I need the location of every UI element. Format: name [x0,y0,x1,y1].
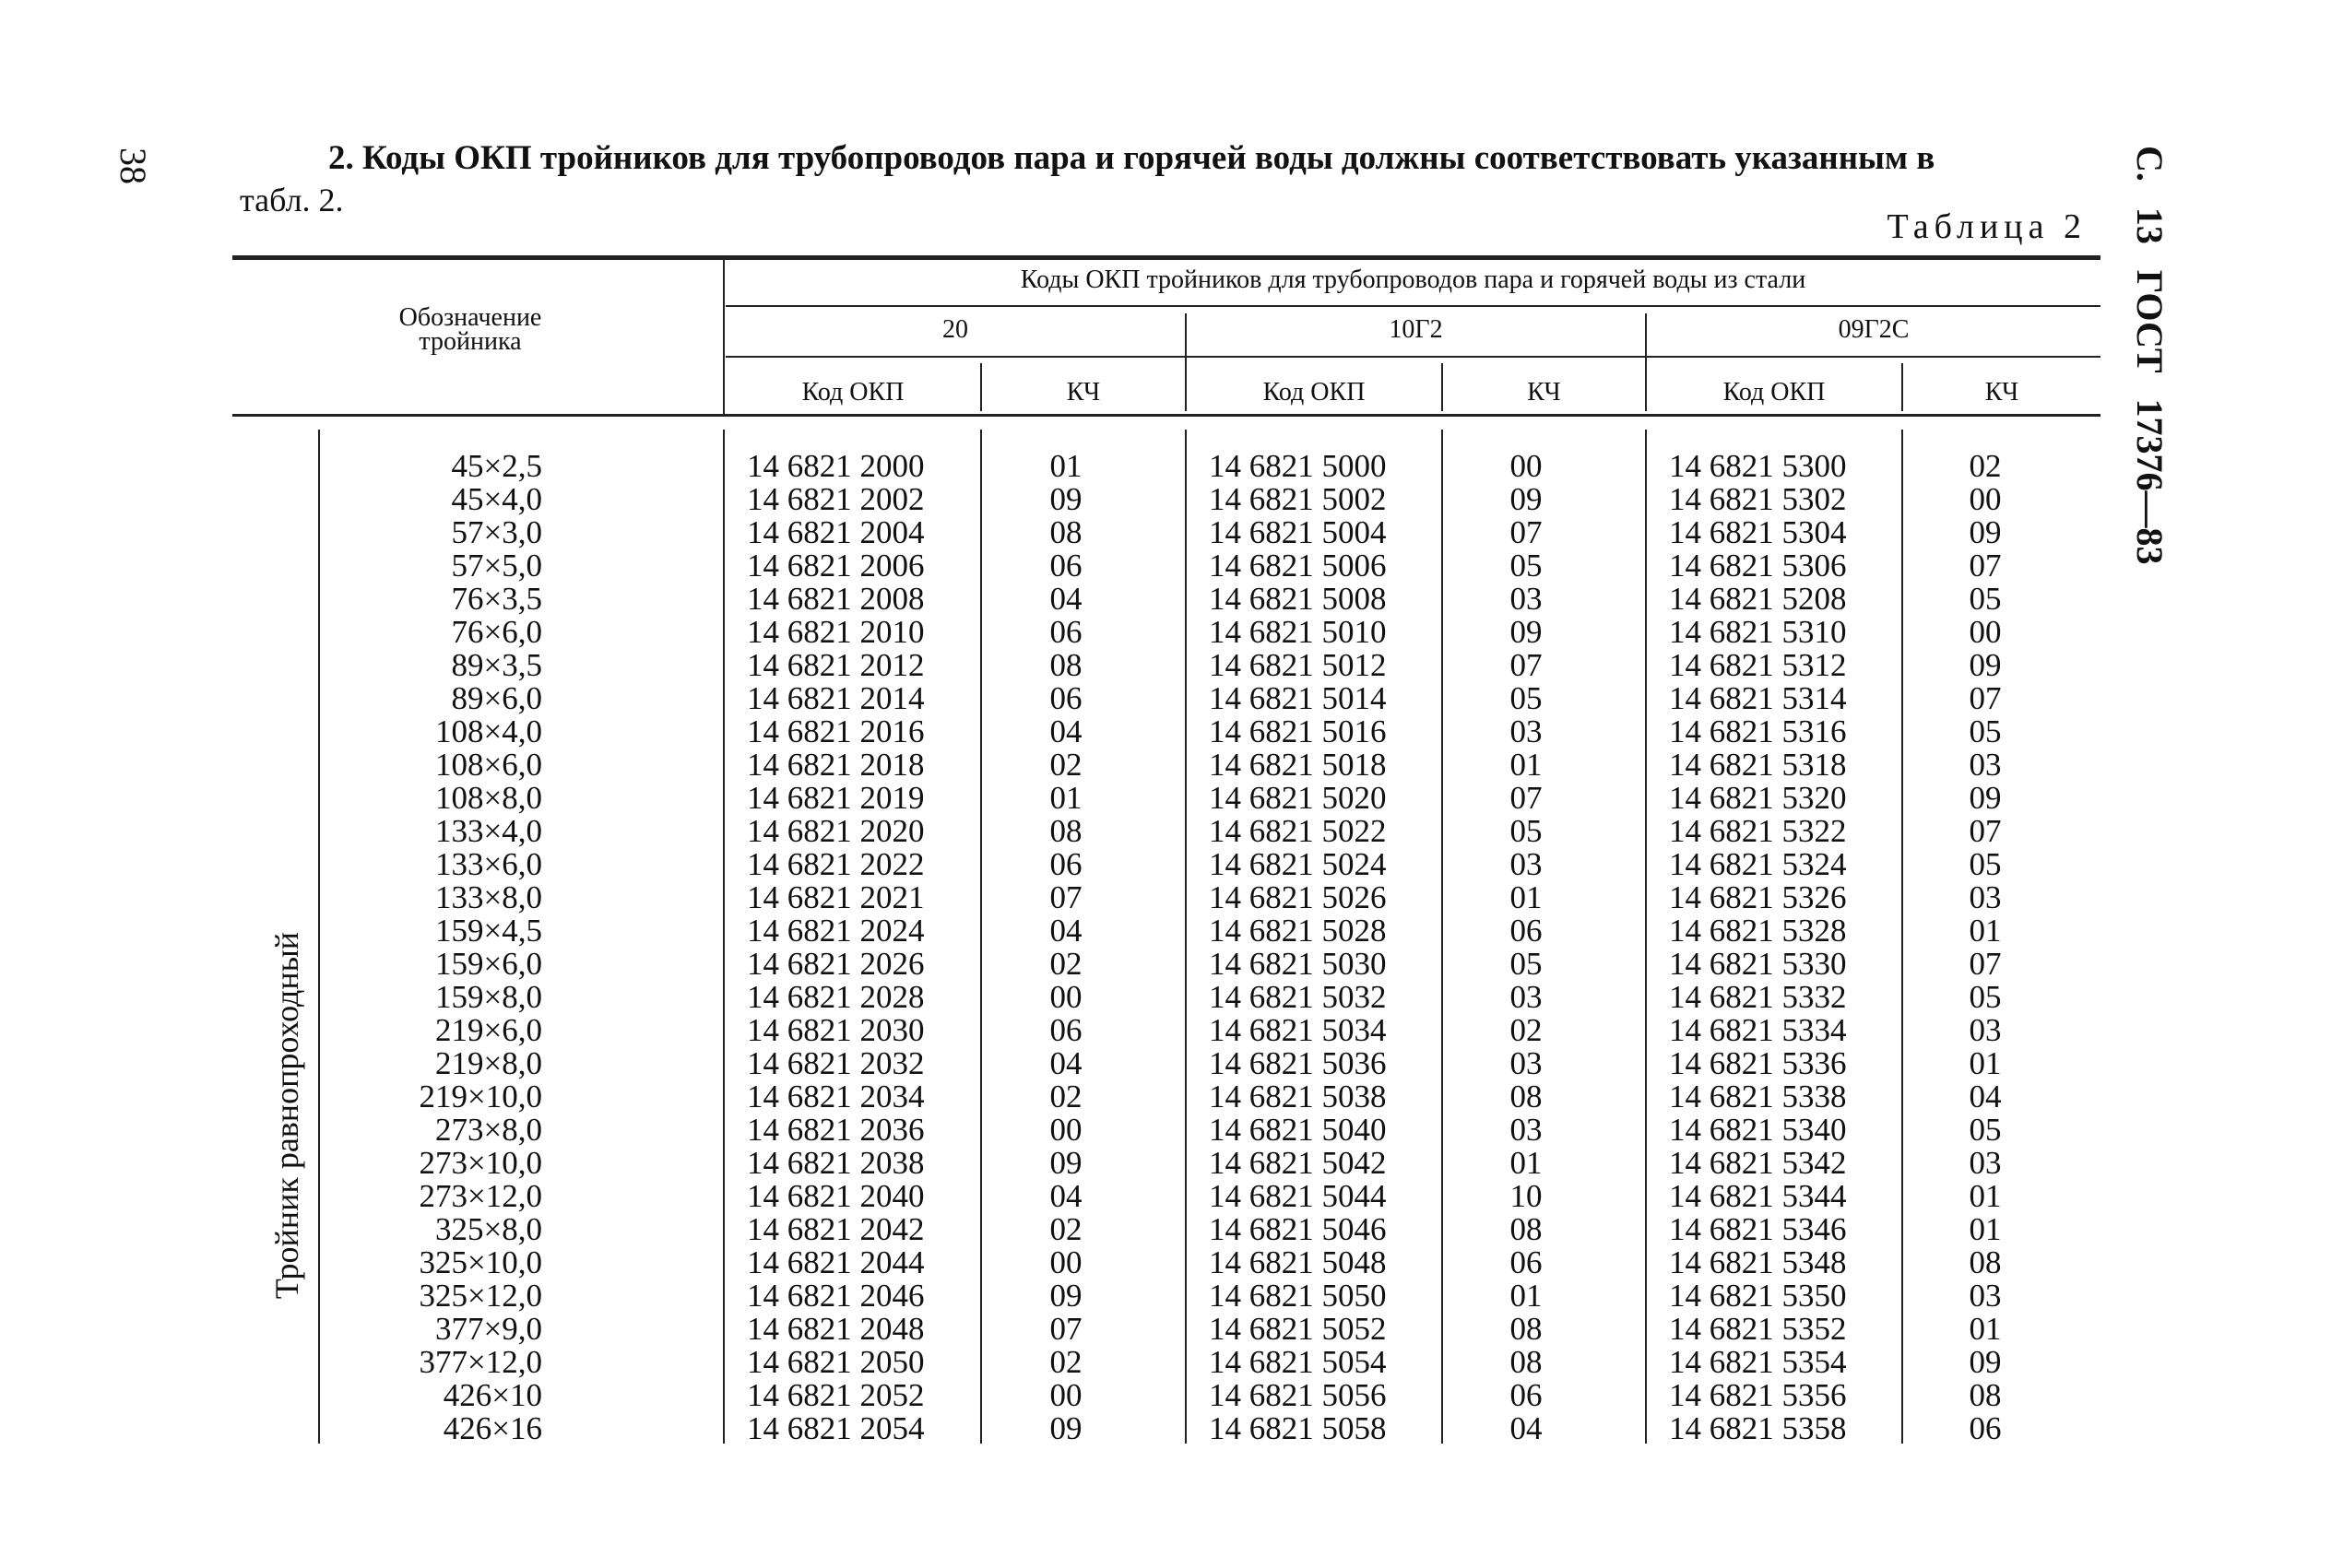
table-cell-code: 14 6821 5054 [1209,1344,1387,1380]
table-cell-kch: 03 [1509,581,1543,617]
table-cell-code: 14 6821 5318 [1669,747,1847,783]
col-divider [318,430,320,1444]
table-cell-kch: 09 [1049,481,1083,517]
table-cell-code: 14 6821 5332 [1669,979,1847,1015]
table-cell-kch: 03 [1969,1278,2002,1314]
table-cell-kch: 09 [1049,1410,1083,1446]
table-cell-designation: 133×6,0 [435,846,542,882]
table-cell-kch: 05 [1969,581,2002,617]
table-label: Таблица 2 [1887,207,2087,246]
table-cell-designation: 45×2,5 [451,448,542,484]
table-cell-kch: 02 [1049,1344,1083,1380]
table-cell-kch: 02 [1049,946,1083,982]
table-cell-kch: 07 [1509,780,1543,816]
table-cell-kch: 01 [1969,1211,2002,1247]
steel-header-rule [726,356,2100,358]
table-cell-designation: 325×8,0 [435,1211,542,1247]
table-cell-kch: 04 [1509,1410,1543,1446]
col-divider [723,260,725,415]
table-cell-code: 14 6821 5004 [1209,514,1387,550]
table-cell-code: 14 6821 5016 [1209,713,1387,749]
table-cell-kch: 04 [1049,913,1083,949]
table-cell-code: 14 6821 5052 [1209,1311,1387,1347]
table-cell-kch: 02 [1969,448,2002,484]
table-cell-code: 14 6821 5056 [1209,1377,1387,1413]
table-cell-designation: 45×4,0 [451,481,542,517]
table-cell-kch: 00 [1049,1112,1083,1148]
table-cell-kch: 08 [1049,514,1083,550]
table-cell-kch: 06 [1509,1244,1543,1280]
table-cell-kch: 06 [1049,846,1083,882]
table-cell-kch: 05 [1969,1112,2002,1148]
table-cell-kch: 08 [1509,1311,1543,1347]
table-cell-designation: 76×3,5 [451,581,542,617]
table-cell-code: 14 6821 2020 [747,813,925,849]
table-cell-kch: 04 [1049,1045,1083,1081]
table-cell-code: 14 6821 2050 [747,1344,925,1380]
table-cell-code: 14 6821 2034 [747,1079,925,1114]
table-cell-designation: 57×3,0 [451,514,542,550]
header-code-okp: Код ОКП [1262,378,1366,407]
table-cell-kch: 10 [1509,1178,1543,1214]
table-cell-code: 14 6821 5304 [1669,514,1847,550]
table-cell-code: 14 6821 2052 [747,1377,925,1413]
header-steel-20: 20 [942,315,968,344]
table-cell-code: 14 6821 2042 [747,1211,925,1247]
side-running-header: С. 13 ГОСТ 17376—83 [2129,146,2171,565]
table-cell-kch: 03 [1509,846,1543,882]
table-cell-designation: 273×12,0 [419,1178,542,1214]
table-cell-designation: 377×9,0 [435,1311,542,1347]
table-cell-code: 14 6821 2018 [747,747,925,783]
paragraph-heading-tail: табл. 2. [240,182,344,218]
table-cell-designation: 76×6,0 [451,614,542,650]
table-cell-code: 14 6821 2044 [747,1244,925,1280]
header-group: Коды ОКП тройников для трубопроводов пара и горячей воды из стали [1020,265,1806,294]
table-cell-code: 14 6821 2036 [747,1112,925,1148]
table-cell-kch: 08 [1509,1079,1543,1114]
table-cell-kch: 03 [1969,1145,2002,1181]
table-cell-kch: 01 [1969,1178,2002,1214]
table-cell-kch: 05 [1509,946,1543,982]
paragraph-heading: 2. Коды ОКП тройников для трубопроводов пара и горячей воды должны соответствовать указанным в [328,139,1935,177]
table-cell-code: 14 6821 5330 [1669,946,1847,982]
table-cell-kch: 08 [1509,1211,1543,1247]
table-cell-kch: 09 [1969,780,2002,816]
table-cell-code: 14 6821 2012 [747,647,925,683]
table-cell-kch: 06 [1509,913,1543,949]
table-cell-designation: 273×8,0 [435,1112,542,1148]
table-cell-kch: 08 [1969,1244,2002,1280]
table-cell-code: 14 6821 5040 [1209,1112,1387,1148]
table-cell-code: 14 6821 5356 [1669,1377,1847,1413]
col-divider [1185,430,1187,1444]
table-cell-code: 14 6821 2022 [747,846,925,882]
table-cell-kch: 08 [1049,813,1083,849]
table-cell-kch: 01 [1509,879,1543,915]
table-cell-code: 14 6821 5014 [1209,680,1387,716]
table-cell-code: 14 6821 5012 [1209,647,1387,683]
table-cell-code: 14 6821 5208 [1669,581,1847,617]
table-cell-designation: 159×8,0 [435,979,542,1015]
table-cell-designation: 426×16 [443,1410,542,1446]
table-cell-code: 14 6821 5028 [1209,913,1387,949]
table-cell-code: 14 6821 2028 [747,979,925,1015]
steel10g2-kch-column [1489,450,1563,1445]
table-cell-kch: 01 [1049,780,1083,816]
table-cell-kch: 06 [1509,1377,1543,1413]
table-cell-code: 14 6821 2046 [747,1278,925,1314]
table-cell-designation: 108×6,0 [435,747,542,783]
header-steel-10g2: 10Г2 [1389,315,1443,344]
table-cell-code: 14 6821 5024 [1209,846,1387,882]
col-divider [723,430,725,1444]
header-steel-09g2s: 09Г2С [1838,315,1910,344]
table-cell-kch: 08 [1969,1377,2002,1413]
table-cell-code: 14 6821 2048 [747,1311,925,1347]
table-cell-kch: 04 [1049,713,1083,749]
group-header-rule [726,305,2100,307]
table-cell-designation: 219×10,0 [419,1079,542,1114]
table-cell-code: 14 6821 5306 [1669,548,1847,584]
table-cell-code: 14 6821 5010 [1209,614,1387,650]
table-top-rule [232,255,2100,260]
col-divider [1441,430,1443,1444]
table-cell-code: 14 6821 5328 [1669,913,1847,949]
table-cell-kch: 02 [1049,747,1083,783]
table-cell-kch: 02 [1509,1012,1543,1048]
table-cell-kch: 03 [1969,747,2002,783]
header-bottom-rule [232,414,2100,417]
table-cell-code: 14 6821 2019 [747,780,925,816]
table-cell-code: 14 6821 5050 [1209,1278,1387,1314]
table-cell-code: 14 6821 5000 [1209,448,1387,484]
table-cell-code: 14 6821 5326 [1669,879,1847,915]
table-cell-code: 14 6821 2000 [747,448,925,484]
table-cell-kch: 03 [1969,879,2002,915]
col-divider [1901,430,1903,1444]
table-cell-kch: 02 [1049,1079,1083,1114]
table-cell-designation: 159×4,5 [435,913,542,949]
table-cell-code: 14 6821 5352 [1669,1311,1847,1347]
table-cell-code: 14 6821 2006 [747,548,925,584]
table-cell-kch: 05 [1509,680,1543,716]
table-cell-kch: 09 [1509,614,1543,650]
table-cell-kch: 01 [1049,448,1083,484]
table-cell-kch: 07 [1969,813,2002,849]
table-cell-code: 14 6821 5002 [1209,481,1387,517]
table-cell-kch: 07 [1049,1311,1083,1347]
table-cell-code: 14 6821 5018 [1209,747,1387,783]
table-cell-kch: 00 [1969,614,2002,650]
table-cell-designation: 159×6,0 [435,946,542,982]
table-cell-code: 14 6821 5008 [1209,581,1387,617]
table-cell-kch: 00 [1049,979,1083,1015]
table-cell-kch: 06 [1049,680,1083,716]
table-cell-kch: 06 [1049,614,1083,650]
row-group-label: Тройник равнопроходный [268,931,305,1300]
table-cell-code: 14 6821 5346 [1669,1211,1847,1247]
table-cell-code: 14 6821 5324 [1669,846,1847,882]
steel10g2-code-column [1209,450,1421,1445]
table-cell-code: 14 6821 2004 [747,514,925,550]
designation-column [321,450,542,1445]
table-cell-designation: 273×10,0 [419,1145,542,1181]
table-cell-code: 14 6821 5058 [1209,1410,1387,1446]
table-cell-kch: 03 [1509,713,1543,749]
steel20-code-column [747,450,959,1445]
table-cell-code: 14 6821 2014 [747,680,925,716]
table-cell-designation: 108×8,0 [435,780,542,816]
table-cell-designation: 219×6,0 [435,1012,542,1048]
table-cell-code: 14 6821 5042 [1209,1145,1387,1181]
table-cell-code: 14 6821 5320 [1669,780,1847,816]
table-cell-code: 14 6821 2026 [747,946,925,982]
table-cell-code: 14 6821 5300 [1669,448,1847,484]
table-cell-code: 14 6821 5046 [1209,1211,1387,1247]
table-cell-designation: 89×6,0 [451,680,542,716]
table-cell-code: 14 6821 5034 [1209,1012,1387,1048]
table-cell-code: 14 6821 5350 [1669,1278,1847,1314]
table-cell-code: 14 6821 2040 [747,1178,925,1214]
table-cell-kch: 07 [1969,946,2002,982]
table-cell-code: 14 6821 5358 [1669,1410,1847,1446]
table-cell-code: 14 6821 2008 [747,581,925,617]
table-cell-designation: 426×10 [443,1377,542,1413]
table-cell-code: 14 6821 5036 [1209,1045,1387,1081]
table-cell-designation: 377×12,0 [419,1344,542,1380]
table-cell-code: 14 6821 5338 [1669,1079,1847,1114]
table-cell-code: 14 6821 2021 [747,879,925,915]
table-cell-kch: 05 [1509,813,1543,849]
table-cell-code: 14 6821 5342 [1669,1145,1847,1181]
table-cell-kch: 05 [1509,548,1543,584]
table-cell-code: 14 6821 5336 [1669,1045,1847,1081]
table-cell-kch: 01 [1969,1045,2002,1081]
table-cell-kch: 04 [1049,1178,1083,1214]
table-cell-designation: 219×8,0 [435,1045,542,1081]
table-cell-kch: 06 [1049,548,1083,584]
table-cell-code: 14 6821 5354 [1669,1344,1847,1380]
table-cell-kch: 07 [1509,647,1543,683]
steel09g2s-kch-column [1948,450,2022,1445]
table-cell-code: 14 6821 5044 [1209,1178,1387,1214]
table-cell-code: 14 6821 5020 [1209,780,1387,816]
table-cell-code: 14 6821 5322 [1669,813,1847,849]
table-cell-kch: 01 [1969,1311,2002,1347]
table-cell-code: 14 6821 2030 [747,1012,925,1048]
steel09g2s-code-column [1669,450,1881,1445]
table-cell-designation: 133×8,0 [435,879,542,915]
table-cell-kch: 01 [1509,1278,1543,1314]
header-designation: Обозначение тройника [398,303,542,356]
table-cell-code: 14 6821 5026 [1209,879,1387,915]
table-cell-code: 14 6821 2038 [747,1145,925,1181]
table-cell-kch: 05 [1969,713,2002,749]
table-cell-designation: 133×4,0 [435,813,542,849]
table-cell-code: 14 6821 5340 [1669,1112,1847,1148]
table-cell-designation: 325×12,0 [419,1278,542,1314]
table-cell-kch: 07 [1969,548,2002,584]
table-cell-kch: 02 [1049,1211,1083,1247]
table-cell-kch: 03 [1509,1112,1543,1148]
table-cell-code: 14 6821 5314 [1669,680,1847,716]
table-cell-kch: 07 [1969,680,2002,716]
table-cell-kch: 08 [1049,647,1083,683]
table-cell-kch: 01 [1969,913,2002,949]
table-cell-kch: 05 [1969,979,2002,1015]
table-cell-code: 14 6821 5030 [1209,946,1387,982]
table-cell-code: 14 6821 2016 [747,713,925,749]
table-cell-kch: 00 [1509,448,1543,484]
header-kch: КЧ [1984,378,2019,407]
table-cell-kch: 00 [1049,1244,1083,1280]
table-cell-kch: 09 [1969,1344,2002,1380]
col-divider [1645,430,1647,1444]
table-cell-code: 14 6821 2032 [747,1045,925,1081]
table-cell-code: 14 6821 5344 [1669,1178,1847,1214]
table-cell-kch: 06 [1049,1012,1083,1048]
table-cell-code: 14 6821 5038 [1209,1079,1387,1114]
table-cell-code: 14 6821 5032 [1209,979,1387,1015]
header-kch: КЧ [1066,378,1101,407]
col-divider [980,430,982,1444]
table-cell-kch: 09 [1049,1145,1083,1181]
table-cell-kch: 06 [1969,1410,2002,1446]
table-cell-code: 14 6821 2054 [747,1410,925,1446]
table-cell-kch: 04 [1049,581,1083,617]
table-cell-kch: 03 [1509,1045,1543,1081]
table-cell-code: 14 6821 5302 [1669,481,1847,517]
table-cell-code: 14 6821 5348 [1669,1244,1847,1280]
table-cell-kch: 09 [1049,1278,1083,1314]
header-code-okp: Код ОКП [801,378,905,407]
table-cell-kch: 03 [1509,979,1543,1015]
page-number: 38 [112,147,154,184]
table-cell-kch: 01 [1509,747,1543,783]
steel20-kch-column [1029,450,1103,1445]
table-cell-kch: 09 [1969,514,2002,550]
header-code-okp: Код ОКП [1722,378,1826,407]
table-cell-kch: 04 [1969,1079,2002,1114]
table-cell-kch: 00 [1049,1377,1083,1413]
table-cell-code: 14 6821 2010 [747,614,925,650]
table-cell-designation: 89×3,5 [451,647,542,683]
table-cell-kch: 07 [1509,514,1543,550]
table-cell-designation: 325×10,0 [419,1244,542,1280]
table-cell-code: 14 6821 5022 [1209,813,1387,849]
table-cell-code: 14 6821 5312 [1669,647,1847,683]
table-cell-code: 14 6821 2024 [747,913,925,949]
table-cell-kch: 05 [1969,846,2002,882]
table-cell-kch: 03 [1969,1012,2002,1048]
table-cell-code: 14 6821 5006 [1209,548,1387,584]
table-cell-code: 14 6821 2002 [747,481,925,517]
table-cell-kch: 07 [1049,879,1083,915]
header-kch: КЧ [1527,378,1561,407]
table-cell-kch: 01 [1509,1145,1543,1181]
table-cell-code: 14 6821 5048 [1209,1244,1387,1280]
table-cell-code: 14 6821 5316 [1669,713,1847,749]
table-cell-code: 14 6821 5334 [1669,1012,1847,1048]
table-cell-kch: 00 [1969,481,2002,517]
table-cell-designation: 108×4,0 [435,713,542,749]
table-cell-designation: 57×5,0 [451,548,542,584]
table-cell-kch: 09 [1969,647,2002,683]
table-cell-kch: 09 [1509,481,1543,517]
table-cell-code: 14 6821 5310 [1669,614,1847,650]
table-cell-kch: 08 [1509,1344,1543,1380]
